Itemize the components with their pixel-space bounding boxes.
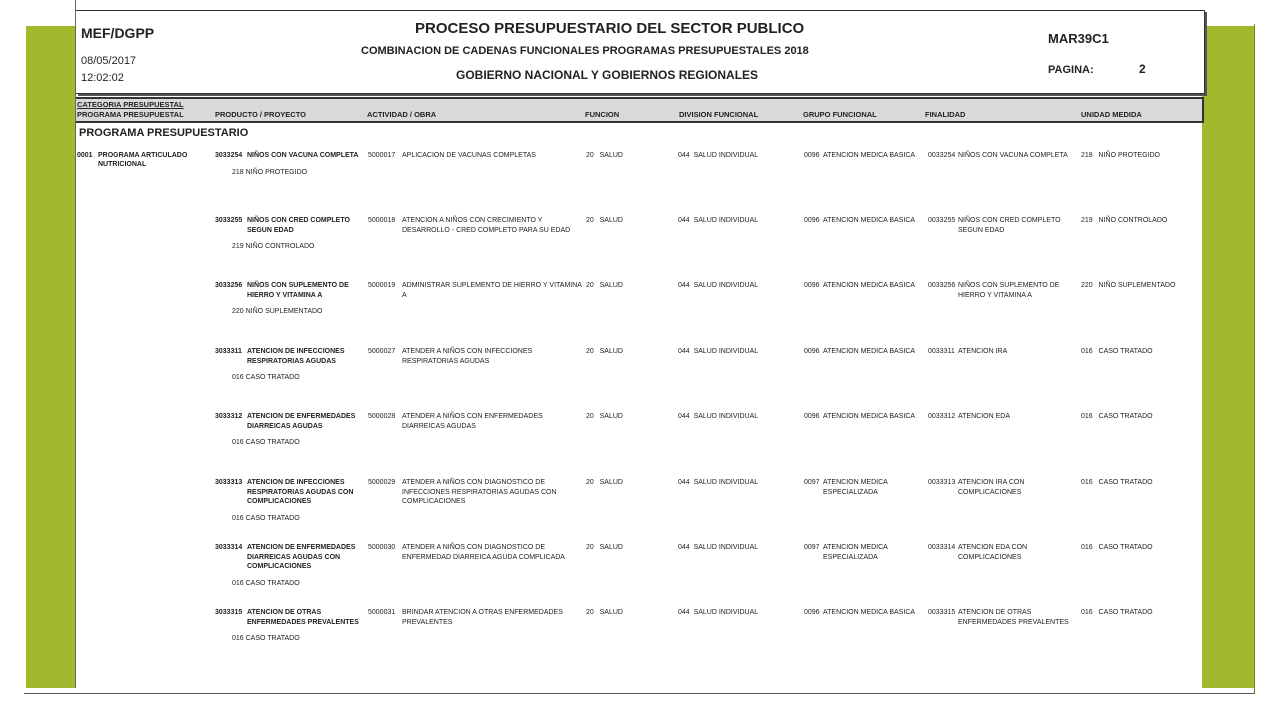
grupo-name-line2: ESPECIALIZADA [823,488,878,496]
col-funcion: FUNCION [585,110,620,119]
grupo-code: 0096 [804,348,820,355]
unidad-value: 016 CASO TRATADO [1081,413,1153,420]
grupo-code: 0096 [804,609,820,616]
unidad-value: 220 NIÑO SUPLEMENTADO [1081,282,1176,289]
funcion-value: 20 SALUD [586,348,623,355]
finalidad-code: 0033315 [928,609,956,616]
report-title: PROCESO PRESUPUESTARIO DEL SECTOR PUBLICO [415,20,805,37]
product-name-line1: ATENCION DE ENFERMEDADES [247,413,356,420]
col-grupo: GRUPO FUNCIONAL [803,110,877,119]
unidad-value: 218 NIÑO PROTEGIDO [1081,152,1160,159]
unidad-value: 016 CASO TRATADO [1081,609,1153,616]
table-row [76,478,1202,538]
finalidad-name-line1: ATENCION IRA [958,348,1008,355]
report-subtitle: COMBINACION DE CADENAS FUNCIONALES PROGRAMAS PRESUPUESTALES 2018 [361,45,809,57]
funcion-value: 20 SALUD [586,609,623,616]
col-categoria: CATEGORIA PRESUPUESTAL [77,100,184,109]
product-unit: 016 CASO TRATADO [232,439,300,446]
table-row [76,412,1202,472]
report-time: 12:02:02 [81,72,124,84]
activity-name-line1: ATENDER A NIÑOS CON DIAGNOSTICO DE [402,479,546,486]
grupo-name-line1: ATENCION MEDICA BASICA [823,282,916,289]
finalidad-name-line1: ATENCION EDA CON [958,544,1028,551]
division-value: 044 SALUD INDIVIDUAL [678,282,759,289]
finalidad-name-line1: NIÑOS CON CRED COMPLETO [958,217,1061,224]
finalidad-name-line2: COMPLICACIONES [958,488,1022,496]
report-header [76,10,1205,94]
finalidad-name-line2: COMPLICACIONES [958,553,1022,561]
activity-name-line2: INFECCIONES RESPIRATORIAS AGUDAS CON [402,488,557,496]
table-row [76,151,1202,211]
report-code: MAR39C1 [1048,31,1109,46]
table-row [76,347,1202,407]
division-value: 044 SALUD INDIVIDUAL [678,609,759,616]
funcion-value: 20 SALUD [586,152,623,159]
activity-name-line1: ATENDER A NIÑOS CON ENFERMEDADES [402,413,543,420]
product-unit: 016 CASO TRATADO [232,580,300,587]
finalidad-name-line1: ATENCION EDA [958,413,1010,420]
grupo-code: 0097 [804,544,820,551]
product-name-line1: NIÑOS CON SUPLEMENTO DE [247,282,349,289]
activity-name-line1: ATENCION A NIÑOS CON CRECIMIENTO Y [402,217,543,224]
funcion-value: 20 SALUD [586,413,623,420]
finalidad-name-line2: SEGUN EDAD [958,226,1005,234]
activity-name-line1: ADMINISTRAR SUPLEMENTO DE HIERRO Y VITAMINA [402,282,582,289]
column-header-bar [76,97,1204,123]
product-unit: 218 NIÑO PROTEGIDO [232,169,308,176]
product-name-line2: DIARREICAS AGUDAS [247,422,323,430]
activity-name-line2: ENFERMEDAD DIARREICA AGUDA COMPLICADA [402,553,565,561]
product-unit: 219 NIÑO CONTROLADO [232,243,315,250]
table-row [76,281,1202,341]
activity-code: 5000017 [368,152,396,159]
grupo-name-line1: ATENCION MEDICA BASICA [823,413,916,420]
product-unit: 016 CASO TRATADO [232,374,300,381]
product-unit: 016 CASO TRATADO [232,515,300,522]
section-title: PROGRAMA PRESUPUESTARIO [79,127,249,139]
finalidad-code: 0033254 [928,152,956,159]
product-unit: 016 CASO TRATADO [232,635,300,642]
grupo-name-line1: ATENCION MEDICA BASICA [823,348,916,355]
finalidad-code: 0033311 [928,348,955,355]
unidad-value: 016 CASO TRATADO [1081,544,1153,551]
activity-name-line2: DESARROLLO - CRED COMPLETO PARA SU EDAD [402,226,571,234]
grupo-name-line1: ATENCION MEDICA [823,544,888,551]
division-value: 044 SALUD INDIVIDUAL [678,152,759,159]
division-value: 044 SALUD INDIVIDUAL [678,217,759,224]
activity-name-line1: ATENDER A NIÑOS CON INFECCIONES [402,348,533,355]
product-code: 3033255 [215,217,243,224]
division-value: 044 SALUD INDIVIDUAL [678,413,759,420]
finalidad-name-line1: NIÑOS CON VACUNA COMPLETA [958,152,1068,159]
funcion-value: 20 SALUD [586,217,623,224]
activity-code: 5000031 [368,609,396,616]
finalidad-code: 0033255 [928,217,956,224]
col-unidad: UNIDAD MEDIDA [1081,110,1142,119]
finalidad-code: 0033313 [928,479,956,486]
product-name-line1: ATENCION DE INFECCIONES [247,479,345,486]
activity-code: 5000029 [368,479,396,486]
report-subtitle-2: GOBIERNO NACIONAL Y GOBIERNOS REGIONALES [456,68,759,82]
finalidad-name-line1: ATENCION DE OTRAS [958,609,1032,616]
table-row [76,608,1202,668]
unidad-value: 016 CASO TRATADO [1081,479,1153,486]
finalidad-code: 0033256 [928,282,956,289]
program-name-line2: NUTRICIONAL [98,161,147,168]
product-code: 3033254 [215,152,243,159]
grupo-code: 0096 [804,413,820,420]
col-producto: PRODUCTO / PROYECTO [215,110,306,119]
activity-code: 5000030 [368,544,396,551]
product-name-line1: ATENCION DE ENFERMEDADES [247,544,356,551]
product-name-line2: ENFERMEDADES PREVALENTES [247,618,359,626]
grupo-name-line1: ATENCION MEDICA BASICA [823,152,916,159]
funcion-value: 20 SALUD [586,544,623,551]
col-finalidad: FINALIDAD [925,110,966,119]
activity-name-line2: DIARREICAS AGUDAS [402,422,476,430]
product-unit: 220 NIÑO SUPLEMENTADO [232,308,323,315]
product-code: 3033315 [215,609,243,616]
table-row [76,216,1202,276]
program-name-line1: PROGRAMA ARTICULADO [98,152,188,159]
funcion-value: 20 SALUD [586,282,623,289]
grupo-name-line2: ESPECIALIZADA [823,553,878,561]
program-code: 0001 [77,152,93,159]
grupo-code: 0096 [804,217,820,224]
report-page [75,0,1202,688]
activity-name-line1: ATENDER A NIÑOS CON DIAGNOSTICO DE [402,544,546,551]
unidad-value: 016 CASO TRATADO [1081,348,1153,355]
finalidad-name-line1: NIÑOS CON SUPLEMENTO DE [958,282,1060,289]
activity-name-line1: BRINDAR ATENCION A OTRAS ENFERMEDADES [402,609,563,616]
grupo-code: 0096 [804,152,820,159]
product-code: 3033312 [215,413,243,420]
activity-name-line2: RESPIRATORIAS AGUDAS [402,357,490,365]
product-name-line3: COMPLICACIONES [247,498,312,505]
activity-code: 5000019 [368,282,396,289]
activity-name-line1: APLICACION DE VACUNAS COMPLETAS [402,152,536,159]
col-actividad: ACTIVIDAD / OBRA [367,110,437,119]
division-value: 044 SALUD INDIVIDUAL [678,479,759,486]
activity-name-line2: A [402,291,407,299]
product-name-line2: RESPIRATORIAS AGUDAS [247,357,336,365]
activity-code: 5000027 [368,348,396,355]
activity-code: 5000018 [368,217,396,224]
finalidad-code: 0033312 [928,413,956,420]
product-name-line1: NIÑOS CON CRED COMPLETO [247,217,350,224]
grupo-name-line1: ATENCION MEDICA [823,479,888,486]
product-name-line2: HIERRO Y VITAMINA A [247,291,323,299]
unidad-value: 219 NIÑO CONTROLADO [1081,217,1168,224]
activity-code: 5000028 [368,413,396,420]
activity-name-line2: PREVALENTES [402,618,453,626]
activity-name-line3: COMPLICACIONES [402,498,466,505]
funcion-value: 20 SALUD [586,479,623,486]
org-label: MEF/DGPP [81,25,155,41]
product-name-line1: NIÑOS CON VACUNA COMPLETA [247,152,359,159]
finalidad-name-line2: ENFERMEDADES PREVALENTES [958,618,1069,626]
product-name-line2: SEGUN EDAD [247,226,294,234]
grupo-code: 0096 [804,282,820,289]
grupo-name-line1: ATENCION MEDICA BASICA [823,609,916,616]
table-row [76,543,1202,603]
page-label: PAGINA: [1048,64,1094,76]
division-value: 044 SALUD INDIVIDUAL [678,348,759,355]
product-code: 3033314 [215,544,243,551]
product-code: 3033256 [215,282,243,289]
product-code: 3033313 [215,479,243,486]
finalidad-code: 0033314 [928,544,956,551]
grupo-code: 0097 [804,479,820,486]
product-name-line1: ATENCION DE INFECCIONES [247,348,345,355]
product-name-line2: RESPIRATORIAS AGUDAS CON [247,488,354,496]
page-number: 2 [1139,62,1146,76]
col-division: DIVISION FUNCIONAL [679,110,759,119]
product-code: 3033311 [215,348,242,355]
product-name-line3: COMPLICACIONES [247,563,312,570]
division-value: 044 SALUD INDIVIDUAL [678,544,759,551]
report-date: 08/05/2017 [81,55,137,67]
grupo-name-line1: ATENCION MEDICA BASICA [823,217,916,224]
product-name-line2: DIARREICAS AGUDAS CON [247,553,341,561]
finalidad-name-line2: HIERRO Y VITAMINA A [958,291,1032,299]
col-programa: PROGRAMA PRESUPUESTAL [77,110,184,119]
finalidad-name-line1: ATENCION IRA CON [958,479,1025,486]
product-name-line1: ATENCION DE OTRAS [247,609,322,616]
